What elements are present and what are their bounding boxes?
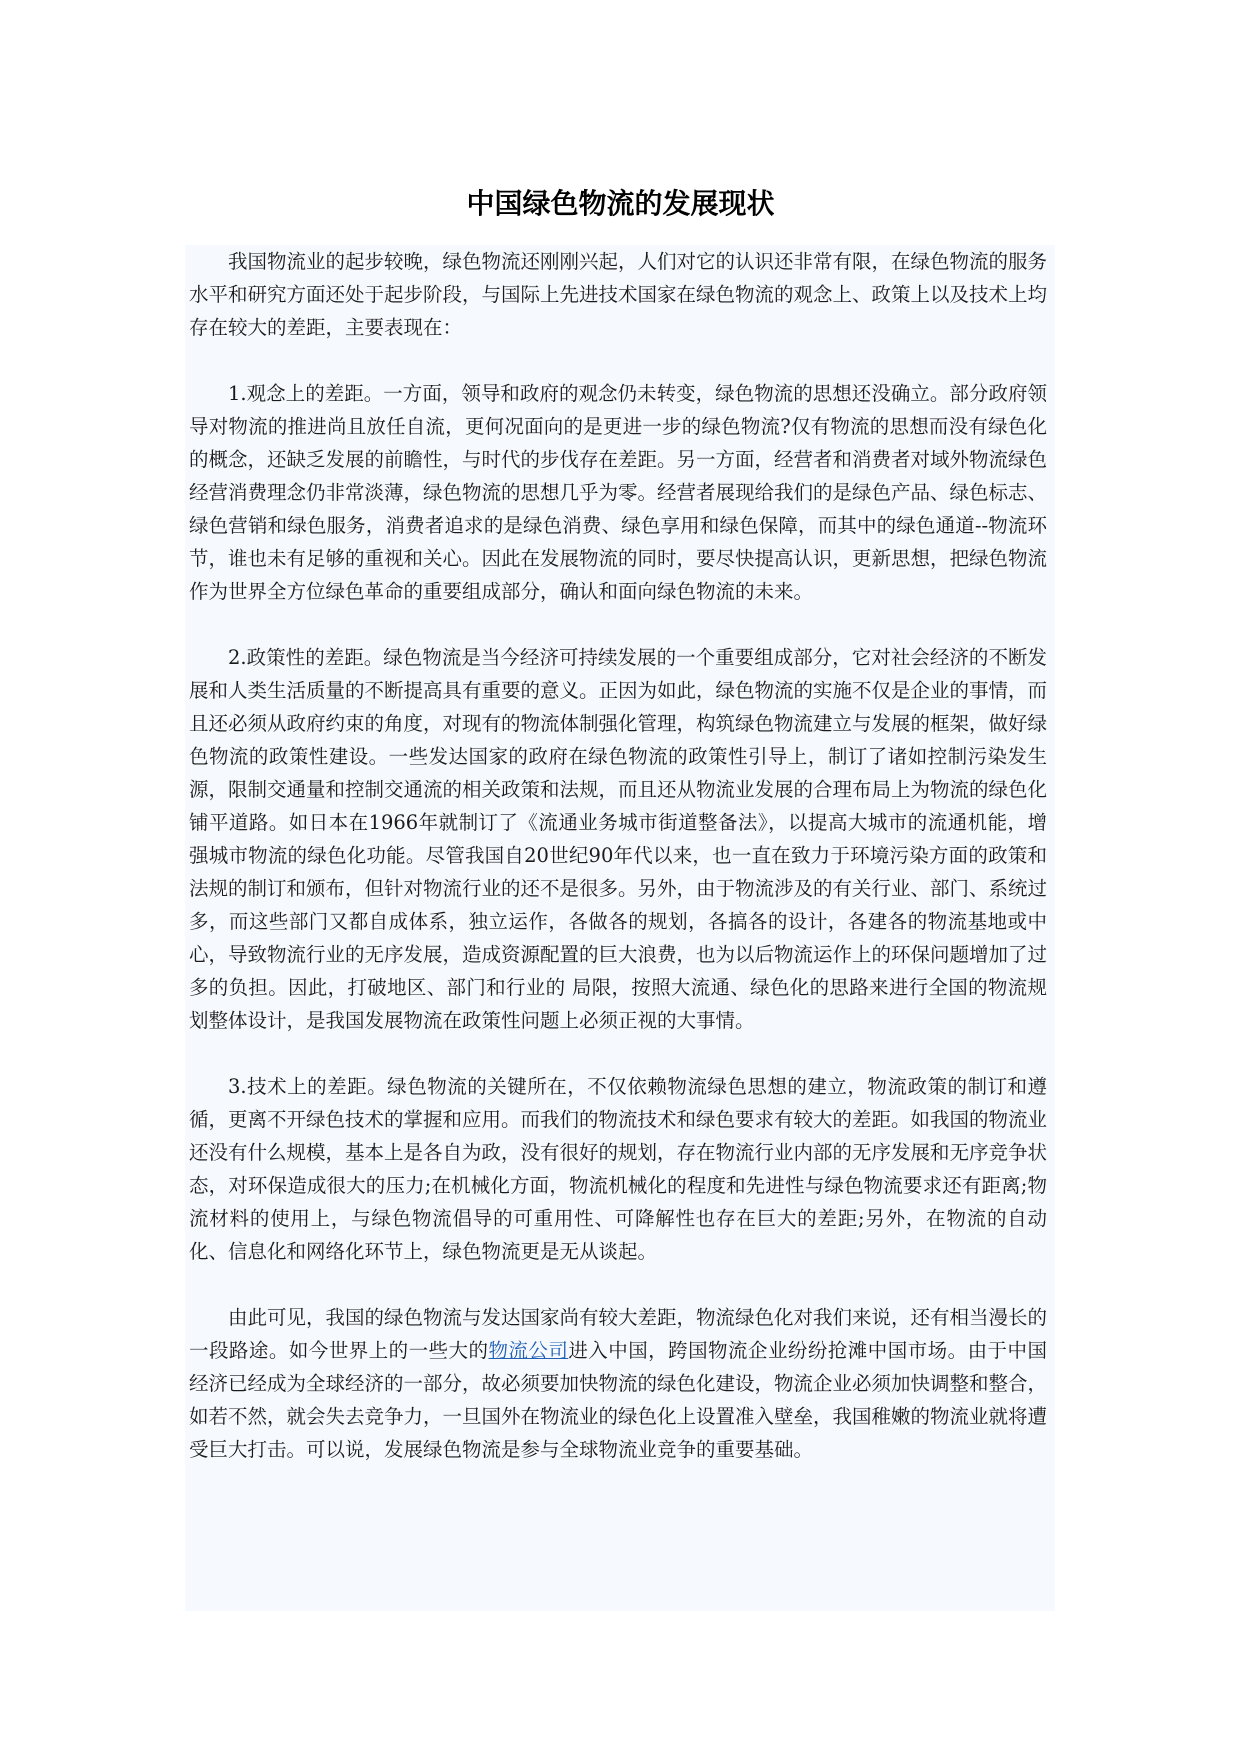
logistics-company-link[interactable]: 物流公司 [488, 1339, 569, 1362]
document-body [185, 245, 1055, 1611]
intro-paragraph: 我国物流业的起步较晚，绿色物流还刚刚兴起，人们对它的认识还非常有限，在绿色物流的服务水平和研究方面还处于起步阶段，与国际上先进技术国家在绿色物流的观念上、政策上以及技术上均存在较大的差距，主要表现在： [189, 250, 1048, 339]
document-title: 中国绿色物流的发展现状 [466, 187, 775, 220]
section-2-paragraph: 2.政策性的差距。绿色物流是当今经济可持续发展的一个重要组成部分，它对社会经济的不断发展和人类生活质量的不断提高具有重要的意义。正因为如此，绿色物流的实施不仅是企业的事情，而且还必须从政府约束的角度，对现有的物流体制强化管理，构筑绿色物流建立与发展的框架，做好绿色物流的政策性建设。一些发达国家的政府在绿色物流的政策性引导上，制订了诸如控制污染发生源，限制交通量和控制交通流的相关政策和法规，而且还从物流业发展的合理布局上为物流的绿色化铺平道路。如日本在1966年就制订了《流通业务城市街道整备法》，以提高大城市的流通机能，增强城市物流的绿色化功能。尽管我国自20世纪90年代以来，也一直在致力于环境污染方面的政策和法规的制订和颁布，但针对物流行业的还不是很多。另外，由于物流涉及的有关行业、部门、系统过多，而这些部门又都自成体系，独立运作，各做各的规划，各搞各的设计，各建各的物流基地或中心，导致物流行业的无序发展，造成资源配置的巨大浪费，也为以后物流运作上的环保问题增加了过多的负担。因此，打破地区、部门和行业的 局限，按照大流通、绿色化的思路来进行全国的物流规划整体设计，是我国发展物流在政策性问题上必须正视的大事情。 [189, 646, 1048, 1032]
section-3-paragraph: 3.技术上的差距。绿色物流的关键所在，不仅依赖物流绿色思想的建立，物流政策的制订和遵循，更离不开绿色技术的掌握和应用。而我们的物流技术和绿色要求有较大的差距。如我国的物流业还没有什么规模，基本上是各自为政，没有很好的规划，存在物流行业内部的无序发展和无序竞争状态，对环保造成很大的压力;在机械化方面，物流机械化的程度和先进性与绿色物流要求还有距离;物流材料的使用上，与绿色物流倡导的可重用性、可降解性也存在巨大的差距;另外，在物流的自动化、信息化和网络化环节上，绿色物流更是无从谈起。 [189, 1075, 1048, 1263]
conclusion-text-before-link: 由此可见，我国的绿色物流与发达国家尚有较大差距，物流绿色化对我们来说，还有相当漫长的一段路途。如今世界上的一些大的 [189, 1306, 1048, 1362]
section-1-paragraph: 1.观念上的差距。一方面，领导和政府的观念仍未转变，绿色物流的思想还没确立。部分政府领导对物流的推进尚且放任自流，更何况面向的是更进一步的绿色物流?仅有物流的思想而没有绿色化的概念，还缺乏发展的前瞻性，与时代的步伐存在差距。另一方面，经营者和消费者对域外物流绿色经营消费理念仍非常淡薄，绿色物流的思想几乎为零。经营者展现给我们的是绿色产品、绿色标志、绿色营销和绿色服务，消费者追求的是绿色消费、绿色享用和绿色保障，而其中的绿色通道--物流环节，谁也未有足够的重视和关心。因此在发展物流的同时，要尽快提高认识，更新思想，把绿色物流作为世界全方位绿色革命的重要组成部分，确认和面向绿色物流的未来。 [189, 382, 1048, 603]
conclusion-paragraph [189, 1301, 1047, 1466]
conclusion-text-after-link: 进入中国，跨国物流企业纷纷抢滩中国市场。由于中国经济已经成为全球经济的一部分，故必须要加快物流的绿色化建设，物流企业必须加快调整和整合，如若不然，就会失去竞争力，一旦国外在物流业的绿色化上设置准入壁垒，我国稚嫩的物流业就将遭受巨大打击。可以说，发展绿色物流是参与全球物流业竞争的重要基础。 [189, 1339, 1048, 1461]
